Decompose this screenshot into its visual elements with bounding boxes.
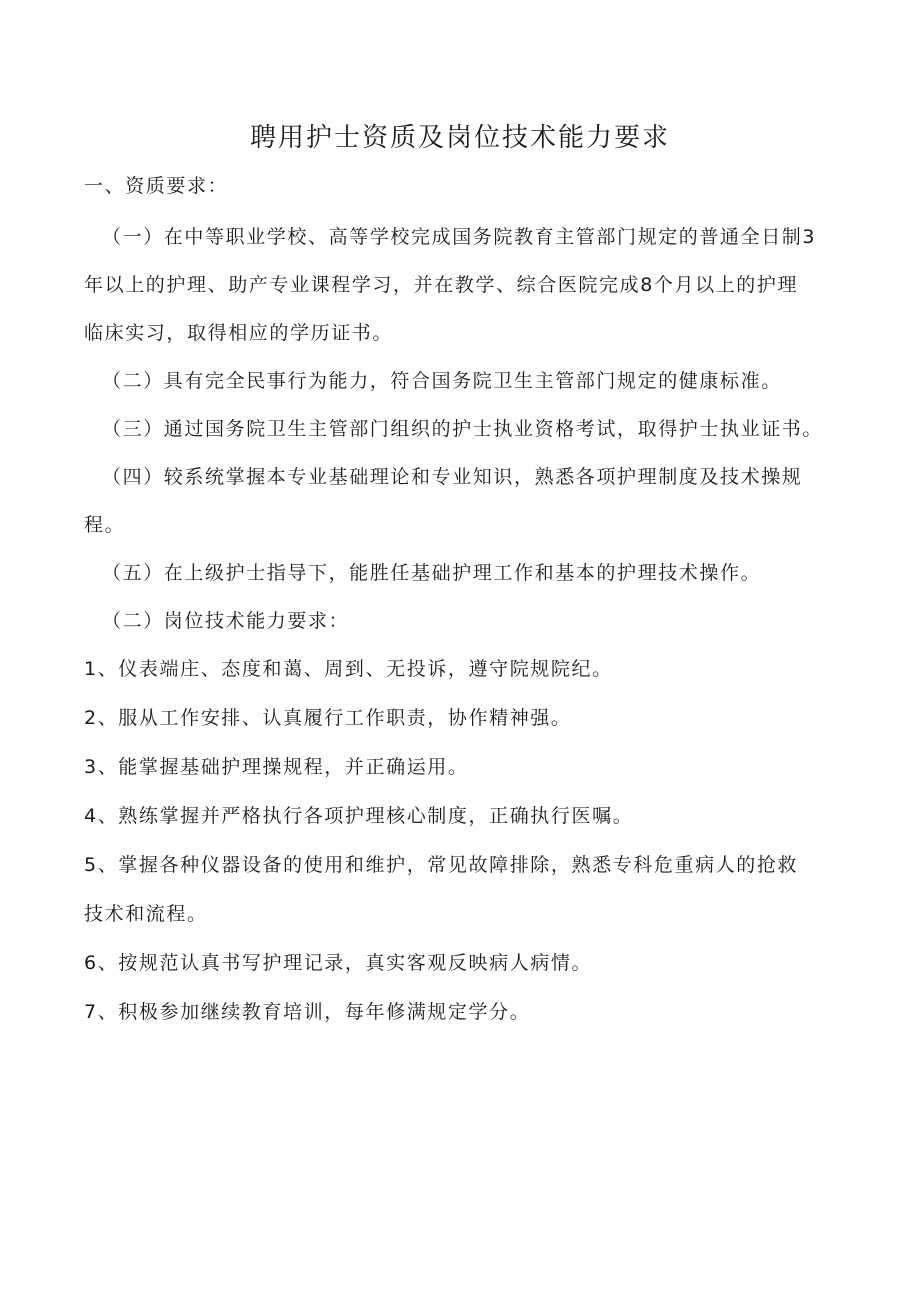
skill-requirement-7: 7、积极参加继续教育培训，每年修满规定学分。 bbox=[84, 1001, 531, 1023]
qualification-item-5: （五）在上级护士指导下，能胜任基础护理工作和基本的护理技术操作。 bbox=[102, 562, 762, 584]
section-heading-qualifications: 一、资质要求： bbox=[84, 175, 229, 197]
skill-requirement-4: 4、熟练掌握并严格执行各项护理核心制度，正确执行医嘱。 bbox=[84, 805, 634, 827]
qualification-item-2: （二）具有完全民事行为能力，符合国务院卫生主管部门规定的健康标准。 bbox=[102, 370, 782, 392]
skill-requirement-3: 3、能掌握基础护理操规程，并正确运用。 bbox=[84, 756, 469, 778]
document-title: 聘用护士资质及岗位技术能力要求 bbox=[249, 123, 670, 153]
skill-requirement-1: 1、仪表端庄、态度和蔼、周到、无投诉，遵守院规院纪。 bbox=[84, 658, 613, 680]
section-heading-skills: （二）岗位技术能力要求： bbox=[102, 610, 350, 632]
qualification-item-4-line-2: 程。 bbox=[84, 514, 126, 536]
qualification-item-3: （三）通过国务院卫生主管部门组织的护士执业资格考试，取得护士执业证书。 bbox=[102, 418, 824, 440]
skill-requirement-2: 2、服从工作安排、认真履行工作职责，协作精神强。 bbox=[84, 707, 572, 729]
skill-requirement-5-line-1: 5、掌握各种仪器设备的使用和维护，常见故障排除，熟悉专科危重病人的抢救 bbox=[84, 854, 799, 876]
qualification-item-4-line-1: （四）较系统掌握本专业基础理论和专业知识，熟悉各项护理制度及技术操规 bbox=[102, 466, 803, 488]
skill-requirement-6: 6、按规范认真书写护理记录，真实客观反映病人病情。 bbox=[84, 952, 593, 974]
skill-requirement-5-line-2: 技术和流程。 bbox=[84, 903, 208, 925]
qualification-item-1-line-2: 年以上的护理、助产专业课程学习，并在教学、综合医院完成8个月以上的护理 bbox=[84, 274, 799, 296]
qualification-item-1-line-1: （一）在中等职业学校、高等学校完成国务院教育主管部门规定的普通全日制3 bbox=[102, 226, 817, 248]
qualification-item-1-line-3: 临床实习，取得相应的学历证书。 bbox=[84, 322, 394, 344]
